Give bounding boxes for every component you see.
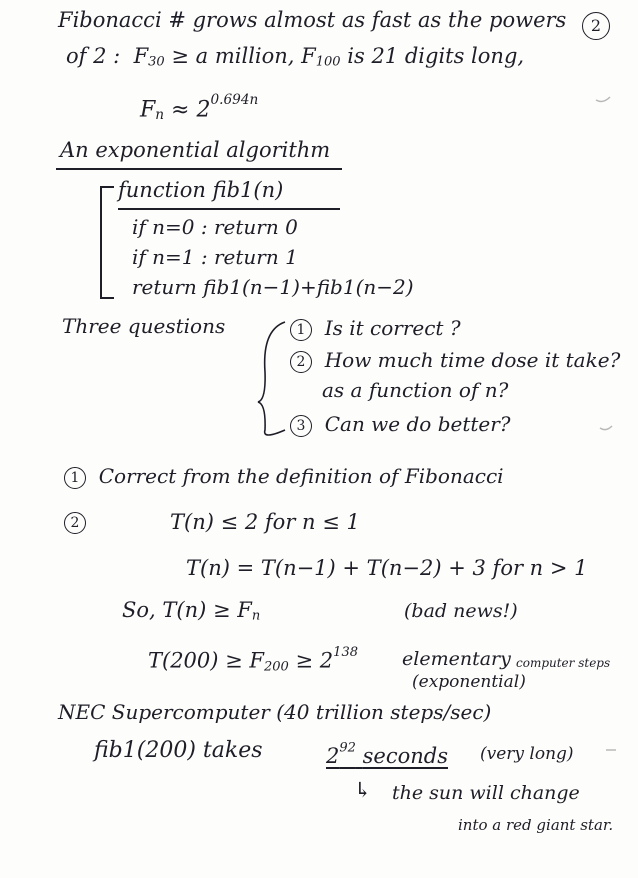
seconds-exp: 92 bbox=[339, 740, 356, 755]
giant-line: into a red giant star. bbox=[458, 816, 614, 834]
intro-of2: of 2 : bbox=[66, 44, 121, 68]
question-2-cont: as a function of n? bbox=[322, 378, 509, 402]
page-number-circle: 2 bbox=[582, 12, 610, 40]
recurrence-base: T(n) ≤ 2 for n ≤ 1 bbox=[170, 510, 360, 534]
fn-approx-mid: ≈ 2 bbox=[171, 97, 211, 123]
code-line-3: return fib1(n−1)+fib1(n−2) bbox=[132, 275, 414, 299]
sun-line: the sun will change bbox=[392, 782, 580, 804]
section-title: An exponential algorithm bbox=[60, 138, 331, 162]
answer-1-text: Correct from the definition of Fibonacci bbox=[98, 464, 504, 488]
intro-f100: F bbox=[301, 44, 316, 68]
computer-steps: computer steps bbox=[516, 656, 611, 670]
intro-f30-sub: 30 bbox=[148, 54, 165, 70]
question-2-num: 2 bbox=[290, 351, 312, 373]
bad-news: (bad news!) bbox=[404, 600, 518, 622]
fn-approx-exp: 0.694n bbox=[210, 92, 259, 108]
arrow-mark: ↳ bbox=[354, 778, 372, 802]
code-line-2: if n=1 : return 1 bbox=[132, 245, 298, 269]
intro-f30: F bbox=[133, 44, 149, 68]
fn-approx-sub: n bbox=[155, 106, 165, 123]
question-3-text: Can we do better? bbox=[324, 412, 511, 436]
question-2-text: How much time dose it take? bbox=[324, 348, 621, 372]
fn-approx-lhs: F bbox=[140, 97, 156, 123]
question-3-num: 3 bbox=[290, 415, 312, 437]
so-expr: So, T(n) ≥ F bbox=[122, 598, 252, 622]
question-1-num: 1 bbox=[290, 319, 312, 341]
t200-sub: 200 bbox=[264, 659, 289, 675]
elementary-word: elementary bbox=[402, 648, 511, 670]
intro-f100-sub: 100 bbox=[315, 54, 341, 70]
code-line-1: if n=0 : return 0 bbox=[132, 215, 298, 239]
seconds-base: 2 bbox=[326, 743, 340, 768]
nec-line: NEC Supercomputer (40 trillion steps/sec) bbox=[58, 700, 492, 724]
exponential-note: (exponential) bbox=[412, 672, 526, 692]
code-header: function fib1(n) bbox=[118, 178, 284, 202]
answer-2-num: 2 bbox=[64, 512, 86, 534]
t200-lhs: T(200) ≥ F bbox=[148, 648, 264, 673]
question-1-text: Is it correct ? bbox=[324, 316, 461, 340]
recurrence-step: T(n) = T(n−1) + T(n−2) + 3 for n > 1 bbox=[186, 556, 588, 580]
t200-mid: ≥ 2 bbox=[295, 648, 334, 673]
intro-million: ≥ a million, bbox=[171, 44, 295, 68]
intro-digits: is 21 digits long, bbox=[347, 44, 525, 68]
so-sub: n bbox=[251, 608, 261, 624]
very-long: (very long) bbox=[480, 744, 574, 764]
seconds-word: seconds bbox=[362, 743, 448, 768]
questions-label: Three questions bbox=[62, 314, 226, 338]
t200-exp: 138 bbox=[333, 645, 359, 660]
fib-takes: fib1(200) takes bbox=[94, 738, 263, 763]
intro-line-1: Fibonacci # grows almost as fast as the powers bbox=[58, 8, 567, 32]
answer-1-num: 1 bbox=[64, 467, 86, 489]
